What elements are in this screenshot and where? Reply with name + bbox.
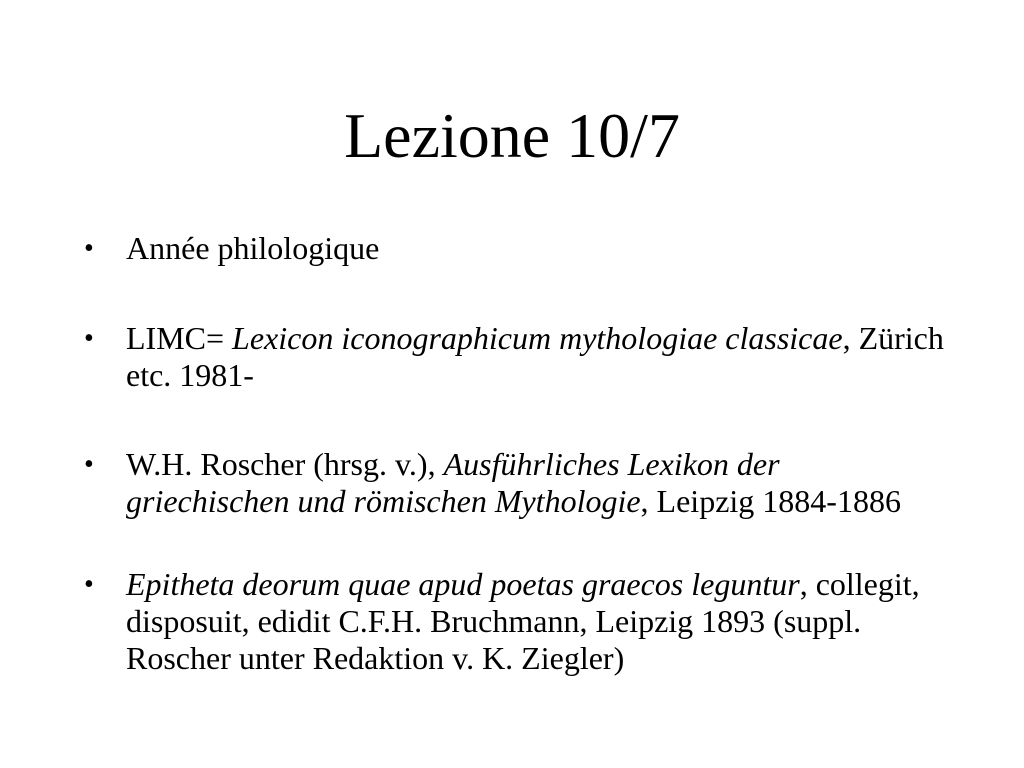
bullet-text-segment: Année philologique bbox=[126, 230, 380, 266]
bullet-item-annee-philologique bbox=[84, 230, 944, 267]
bullet-text-segment: W.H. Roscher (hrsg. v.), bbox=[126, 446, 444, 482]
bullet-text-segment-italic: Ausführliches Lexikon der griechischen und römischen Mythologie bbox=[126, 446, 780, 519]
bullet-text-segment: , collegit, disposuit, edidit C.F.H. Bruchmann, Leipzig 1893 (suppl. Roscher unter Redaktion v. K. Ziegler) bbox=[126, 566, 920, 676]
bullet-icon: • bbox=[84, 569, 94, 600]
bullet-text bbox=[126, 320, 944, 394]
bullet-text-segment-italic: Lexicon iconographicum mythologiae classicae bbox=[232, 320, 843, 356]
bullet-text bbox=[126, 446, 944, 520]
bullet-item-limc bbox=[84, 320, 944, 394]
bullet-item-epitheta-deorum bbox=[84, 566, 944, 677]
bullet-text bbox=[126, 566, 944, 677]
bullet-item-roscher bbox=[84, 446, 944, 520]
bullet-text-segment: , Leipzig 1884-1886 bbox=[640, 483, 901, 519]
bullet-text-segment: LIMC= bbox=[126, 320, 233, 356]
bullet-text bbox=[126, 230, 944, 267]
bullet-icon: • bbox=[84, 233, 94, 264]
bullet-icon: • bbox=[84, 323, 94, 354]
bullet-text-segment-italic: Epitheta deorum quae apud poetas graecos leguntur bbox=[126, 566, 800, 602]
bullet-icon: • bbox=[84, 449, 94, 480]
bullet-text-segment: , Zürich etc. 1981- bbox=[126, 320, 944, 393]
slide-title: Lezione 10/7 bbox=[344, 100, 680, 171]
